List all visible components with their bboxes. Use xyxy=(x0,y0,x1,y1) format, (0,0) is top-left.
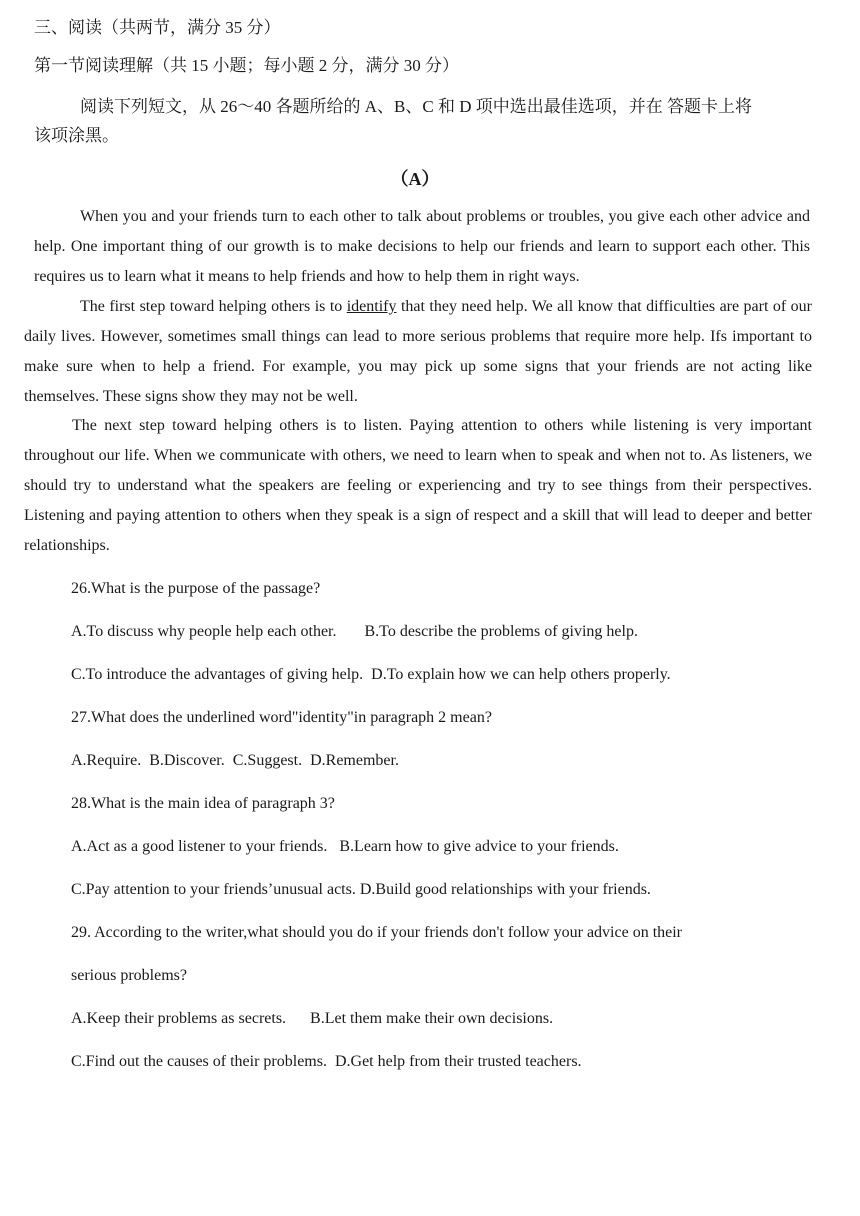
paragraph-3-text: The next step toward helping others is to listen. Paying attention to others while listening is very important throughout our life. When we communicate with others, we need to learn when to speak and when not to. As listeners, we should try to understand what the speakers are feeling or experiencing and try to see things from their perspectives. Listening and paying attention to others when they speak is a sign of respect and a skill that will lead to deeper and better relationships. xyxy=(24,417,812,554)
paragraph-1-text: When you and your friends turn to each other to talk about problems or troubles, you give each other advice and help. One important thing of our growth is to make decisions to help our friends and learn to support each other. This requires us to learn what it means to help friends and how to help them in right ways. xyxy=(34,208,810,285)
question-29: 29. According to the writer,what should you do if your friends don't follow your advice on their xyxy=(71,924,683,941)
paragraph-3 xyxy=(24,411,812,561)
underlined-word: identify xyxy=(346,298,397,315)
instructions-continued: 该项涂黑。 xyxy=(34,126,119,145)
paragraph-2-start: The first step toward helping others is to xyxy=(80,298,347,315)
paragraph-1 xyxy=(34,202,810,292)
passage-label: （A） xyxy=(390,169,440,189)
question-29-options-cd: C.Find out the causes of their problems. D.Get help from their trusted teachers. xyxy=(71,1053,582,1070)
question-26-options-cd: C.To introduce the advantages of giving help. D.To explain how we can help others properly. xyxy=(71,666,671,683)
question-27-options: A.Require. B.Discover. C.Suggest. D.Remember. xyxy=(71,752,399,769)
question-27: 27.What does the underlined word"identity"in paragraph 2 mean? xyxy=(71,709,492,726)
instructions: 阅读下列短文，从 26～40 各题所给的 A、B、C 和 D 项中选出最佳选项，并在 答题卡上将 xyxy=(80,97,752,116)
question-28-options-ab: A.Act as a good listener to your friends. B.Learn how to give advice to your friends. xyxy=(71,838,619,855)
paragraph-2 xyxy=(24,292,812,412)
paragraph-2-end: that they need help. We all know that difficulties are part of our daily lives. However, sometimes small things can lead to more serious problems that require more help. Ifs important to make sure when to help a friend. For example, you may pick up some signs that your friends are not acting like themselves. These signs show they may not be well. xyxy=(24,298,813,405)
section-title: 三、阅读（共两节，满分 35 分） xyxy=(34,18,281,37)
subsection-title: 第一节阅读理解（共 15 小题；每小题 2 分，满分 30 分） xyxy=(34,56,459,75)
question-28-options-cd: C.Pay attention to your friends’unusual acts. D.Build good relationships with your friends. xyxy=(71,881,651,898)
question-29-options-ab: A.Keep their problems as secrets. B.Let them make their own decisions. xyxy=(71,1010,554,1027)
question-29-continued: serious problems? xyxy=(71,967,187,984)
question-28: 28.What is the main idea of paragraph 3? xyxy=(71,795,335,812)
question-26: 26.What is the purpose of the passage? xyxy=(71,580,321,597)
paragraph-2-text xyxy=(24,292,812,412)
question-26-options-ab: A.To discuss why people help each other. B.To describe the problems of giving help. xyxy=(71,623,638,640)
